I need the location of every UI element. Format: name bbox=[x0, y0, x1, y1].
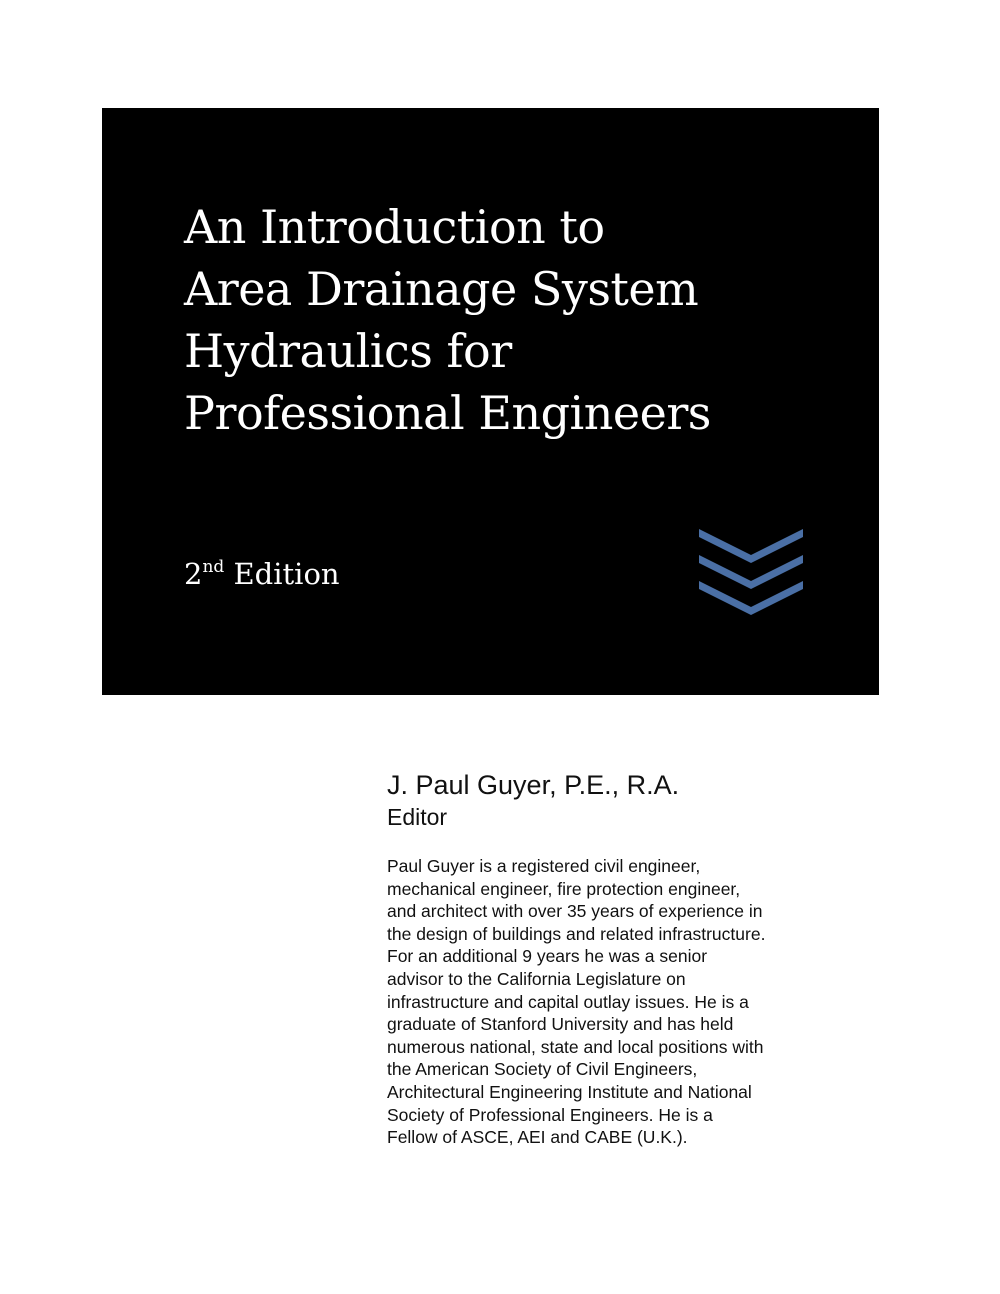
author-bio bbox=[387, 855, 827, 1149]
bio-line: infrastructure and capital outlay issues. He is a bbox=[387, 991, 749, 1012]
edition-number: 2 bbox=[184, 557, 203, 591]
bio-line: Architectural Engineering Institute and National bbox=[387, 1081, 752, 1102]
bio-line: numerous national, state and local positions with bbox=[387, 1036, 764, 1057]
bio-line: Fellow of ASCE, AEI and CABE (U.K.). bbox=[387, 1127, 688, 1148]
bio-line: and architect with over 35 years of experience in bbox=[387, 901, 763, 922]
title-line: Professional Engineers bbox=[184, 386, 711, 440]
edition-word: Edition bbox=[233, 557, 340, 591]
author-role: Editor bbox=[387, 804, 448, 830]
bio-line: advisor to the California Legislature on bbox=[387, 968, 686, 989]
author-name: J. Paul Guyer, P.E., R.A. bbox=[387, 770, 680, 800]
triple-chevron-down-icon bbox=[699, 523, 803, 615]
bio-line: Society of Professional Engineers. He is a bbox=[387, 1104, 713, 1125]
bio-line: the design of buildings and related infrastructure. bbox=[387, 923, 766, 944]
title-line: An Introduction to bbox=[184, 200, 605, 254]
bio-line: Paul Guyer is a registered civil engineer, bbox=[387, 856, 701, 876]
edition-label bbox=[184, 554, 340, 594]
title-line: Hydraulics for bbox=[184, 324, 512, 378]
bio-line: graduate of Stanford University and has held bbox=[387, 1014, 734, 1035]
bio-line: the American Society of Civil Engineers, bbox=[387, 1059, 698, 1080]
bio-line: mechanical engineer, fire protection engineer, bbox=[387, 878, 741, 899]
book-title bbox=[184, 196, 824, 444]
edition-suffix: nd bbox=[202, 557, 225, 577]
title-line: Area Drainage System bbox=[184, 262, 699, 316]
bio-line: For an additional 9 years he was a senior bbox=[387, 946, 708, 967]
cover-panel bbox=[102, 108, 879, 695]
author-block bbox=[387, 768, 827, 832]
